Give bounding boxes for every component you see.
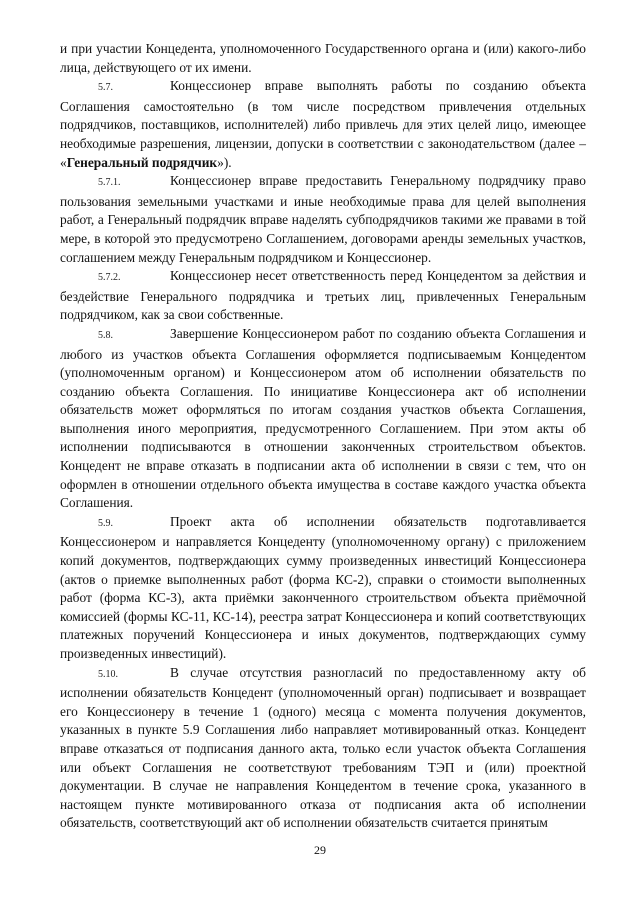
paragraph-5-8 [60, 325, 586, 513]
paragraph-number: 5.7.2. [98, 272, 121, 284]
paragraph-number: 5.8. [98, 329, 113, 341]
paragraph-number: 5.10. [98, 668, 118, 680]
paragraph-5-9 [60, 513, 586, 664]
paragraph-text: Концессионер вправе предоставить Генеральному подрядчику право пользования земельными участками и иные необходимые права для целей выполнения работ, а Генеральный подрядчик вправе наделять субподрядчиков такими же правами в той мере, в которой это предусмотрено Соглашением, договорами аренды земельных участков, соглашением между Генеральным подрядчиком и Концессионер. [60, 173, 586, 265]
paragraph-number: 5.9. [98, 517, 113, 529]
paragraph-number: 5.7. [98, 82, 113, 94]
paragraph-text-end: »). [217, 154, 232, 170]
paragraph-continuation [60, 40, 586, 77]
paragraph-text: Концессионер вправе выполнять работы по созданию объекта Соглашения самостоятельно (в том числе посредством привлечения отдельных подрядчиков, поставщиков, исполнителей) либо привлечь для этих целей лицо, имеющее необходимые разрешения, лицензии, допуски в соответствии с законодательством (далее – « [60, 78, 586, 170]
paragraph-5-10 [60, 664, 586, 833]
paragraph-5-7-1 [60, 172, 586, 267]
paragraph-text: и при участии Концедента, уполномоченного Государственного органа и (или) какого-либо лица, действующего от их имени. [60, 41, 586, 75]
paragraph-5-7-2 [60, 267, 586, 325]
paragraph-text: Проект акта об исполнении обязательств подготавливается Концессионером и направляется Концеденту (уполномоченному органу) с приложением копий документов, подтверждающих сумму произведенных инвестиций Концессионера (актов о приемке выполненных работ (форма КС-2), справки о стоимости выполненных работ (форма КС-3), акта приёмки законченного строительством объекта приёмочной комиссией (формы КС-11, КС-14), реестра затрат Концессионера и копий соответствующих платежных поручений Концессионера и иных документов, подтверждающих сумму произведенных инвестиций). [60, 513, 586, 661]
paragraph-5-7 [60, 77, 586, 172]
page-number: 29 [314, 843, 326, 857]
paragraph-text: В случае отсутствия разногласий по предоставленному акту об исполнении обязательств Концедент (уполномоченный орган) подписывает и возвращает его Концессионеру в течение 1 (одного) месяца с момента получения документов, указанных в пункте 5.9 Соглашения либо направляет мотивированный отказ. Концедент вправе отказаться от подписания данного акта, только если участок объекта Соглашения или объект Соглашения не соответствуют требованиям ТЭП и (или) проектной документации. В случае не направления Концедентом в течение срока, указанного в настоящем пункте мотивированного отказа от подписания акта об исполнении обязательств, соответствующий акт об исполнении обязательств считается принятым [60, 664, 586, 831]
paragraph-text: Концессионер несет ответственность перед Концедентом за действия и бездействие Генерального подрядчика и третьих лиц, привлеченных Генеральным подрядчиком, как за свои собственные. [60, 268, 586, 323]
paragraph-text: Завершение Концессионером работ по созданию объекта Соглашения и любого из участков объекта Соглашения оформляется подписываемым Концедентом (уполномоченным органом) и Концессионером атом об исполнении обязательств по созданию объекта Соглашения. По инициативе Концессионера акт об исполнении обязательств может оформляться по итогам создания участков объекта Соглашения, выполнения иного мероприятия, предусмотренного Соглашением. При этом акты об исполнении подписываются в отношении законченных строительством объектов. Концедент не вправе отказать в подписании акта об исполнении в связи с тем, что он оформлен в отношении отдельного объекта имущества в составе каждого участка объекта Соглашения. [60, 325, 586, 511]
document-body [60, 40, 586, 833]
defined-term: Генеральный подрядчик [66, 154, 218, 170]
paragraph-number: 5.7.1. [98, 177, 121, 189]
